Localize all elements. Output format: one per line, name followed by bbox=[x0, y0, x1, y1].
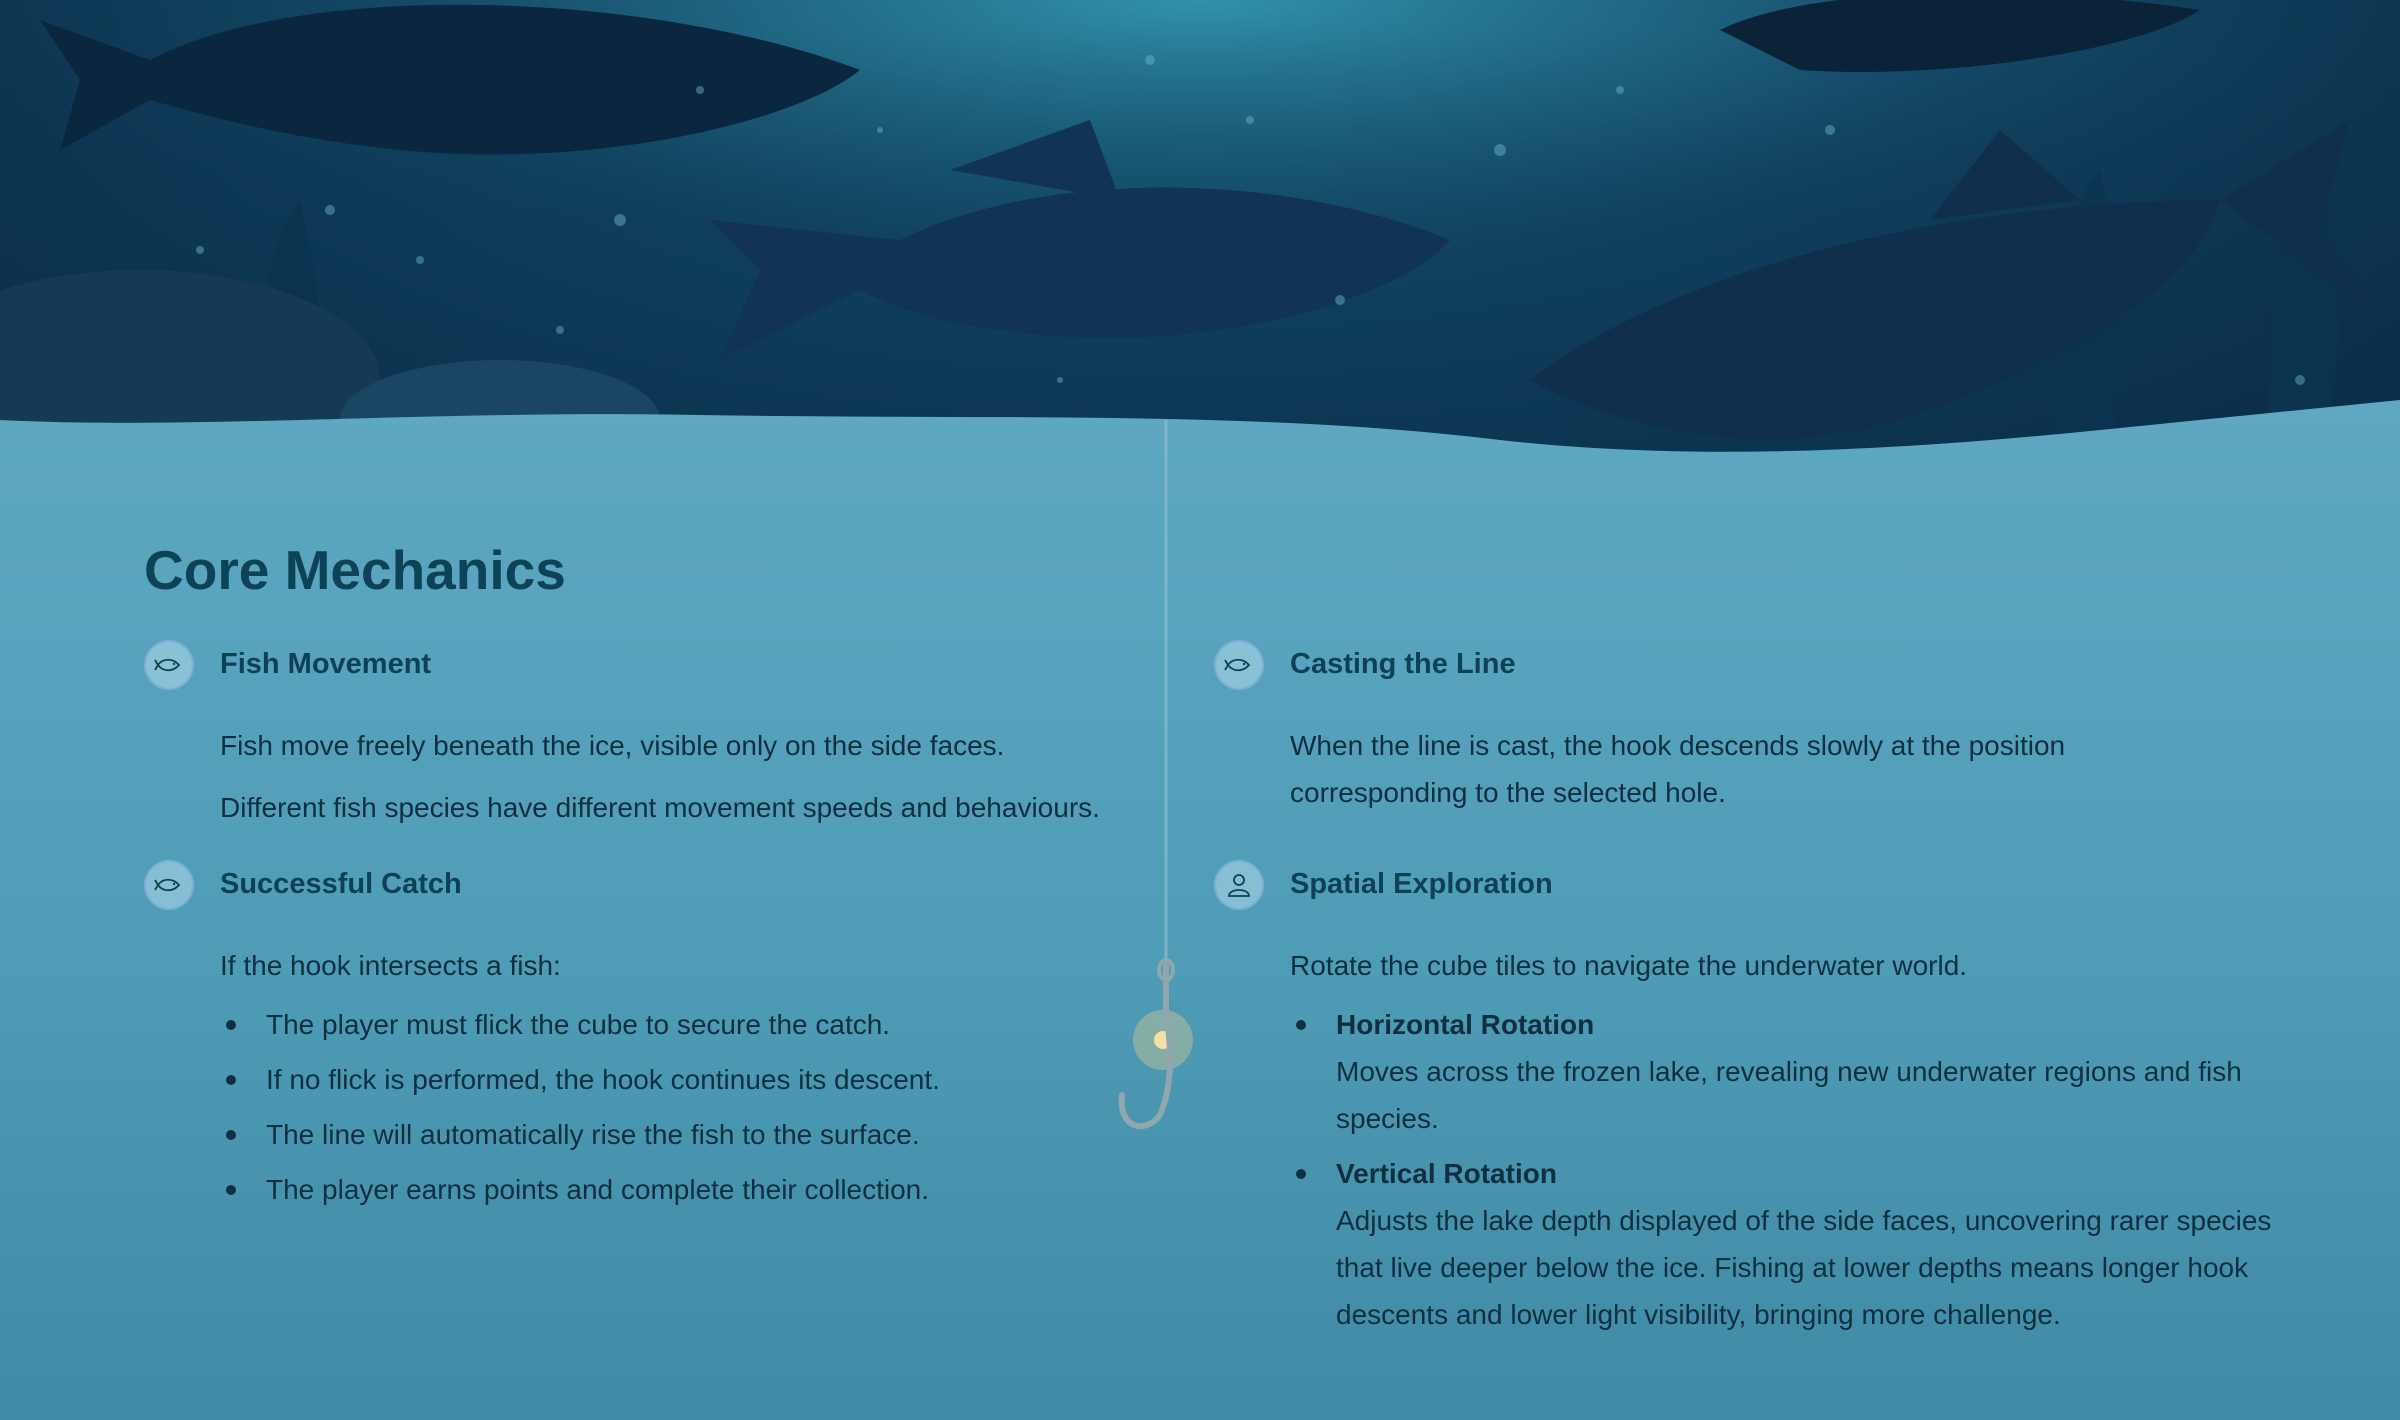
bullet-list bbox=[144, 1001, 1144, 1213]
section-title: Casting the Line bbox=[1290, 648, 1516, 680]
list-item: If no flick is performed, the hook continues its descent. bbox=[220, 1056, 1144, 1103]
section-title: Spatial Exploration bbox=[1290, 868, 1553, 900]
list-item: The player must flick the cube to secure the catch. bbox=[220, 1001, 1144, 1048]
bullet-text: Moves across the frozen lake, revealing new underwater regions and fish species. bbox=[1336, 1056, 2242, 1134]
fish-icon bbox=[1214, 640, 1264, 690]
bullet-list bbox=[1214, 1001, 2280, 1338]
paragraph: When the line is cast, the hook descends slowly at the position corresponding to the selected hole. bbox=[1290, 730, 2066, 808]
section-title: Fish Movement bbox=[220, 648, 432, 680]
bullet-text: Adjusts the lake depth displayed of the side faces, uncovering rarer species that live deeper below the ice. Fishing at lower depths means longer hook descents and lower light visibility, bringing more challenge. bbox=[1336, 1205, 2272, 1330]
paragraph: If the hook intersects a fish: bbox=[220, 950, 561, 981]
section-casting-the-line bbox=[1214, 640, 2294, 816]
list-item: The line will automatically rise the fish to the surface. bbox=[220, 1111, 1144, 1158]
paragraph: Rotate the cube tiles to navigate the underwater world. bbox=[1290, 950, 1968, 981]
bullet-title: Vertical Rotation bbox=[1336, 1158, 1557, 1189]
fish-icon bbox=[144, 640, 194, 690]
paragraph: Fish move freely beneath the ice, visible only on the side faces. bbox=[220, 730, 1005, 761]
section-spatial-exploration bbox=[1214, 860, 2314, 1346]
section-title: Successful Catch bbox=[220, 868, 462, 900]
list-item: The player earns points and complete their collection. bbox=[220, 1166, 1144, 1213]
section-successful-catch bbox=[144, 860, 1144, 1221]
list-item bbox=[1290, 1001, 2280, 1142]
bullet-title: Horizontal Rotation bbox=[1336, 1009, 1595, 1040]
page-title: Core Mechanics bbox=[144, 539, 566, 601]
list-item bbox=[1290, 1150, 2280, 1338]
person-icon bbox=[1214, 860, 1264, 910]
section-fish-movement bbox=[144, 640, 1144, 831]
paragraph: Different fish species have different movement speeds and behaviours. bbox=[220, 792, 1100, 823]
fish-icon bbox=[144, 860, 194, 910]
